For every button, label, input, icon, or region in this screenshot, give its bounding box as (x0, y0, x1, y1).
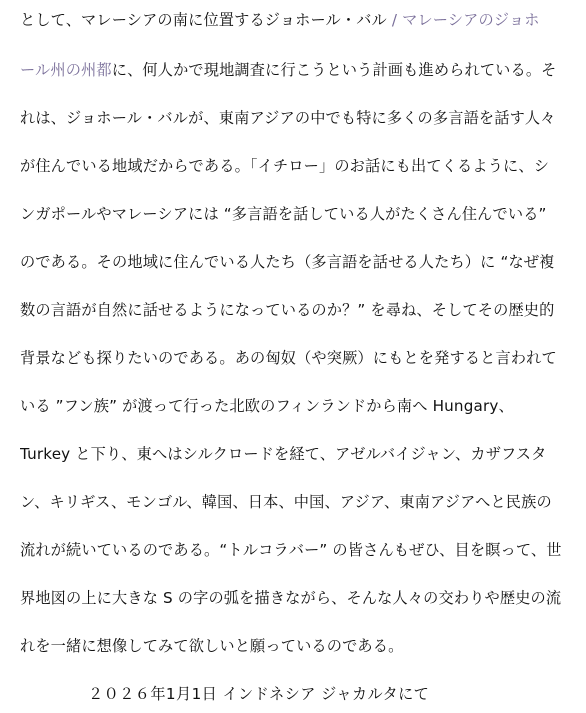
paragraph-line: 数の言語が自然に話せるようになっているのか？” を尋ね、そしてその歴史的 (20, 301, 555, 319)
line-text: に、何人かで現地調査に行こうという計画も進められている。そ (111, 61, 557, 79)
paragraph-line: れは、ジョホール・バルが、東南アジアの中でも特に多くの多言語を話す人々 (20, 109, 556, 127)
line-text: として、マレーシアの南に位置するジョホール・バル (20, 11, 387, 29)
johor-bahru-link[interactable]: / マレーシアのジョホ (386, 11, 540, 29)
signature-date-place: ２０２６年1月1日 インドネシア ジャカルタにて (88, 685, 430, 703)
paragraph-line (20, 58, 586, 82)
paragraph-line: 流れが続いているのである。“トルコラバー” の皆さんもぜひ、目を瞑って、世 (20, 541, 562, 559)
paragraph-line: れを一緒に想像してみて欲しいと願っているのである。 (20, 637, 404, 655)
johor-bahru-link-continued[interactable]: ール州の州都 (20, 61, 112, 79)
paragraph-line: ン、キリギス、モンゴル、韓国、日本、中国、アジア、東南アジアへと民族の (20, 493, 552, 511)
paragraph-line: が住んでいる地域だからである。「イチロー」のお話にも出てくるように、シ (20, 157, 550, 175)
paragraph-line: いる ”フン族” が渡って行った北欧のフィンランドから南へ Hungary、 (20, 397, 514, 415)
paragraph-line: 背景なども探りたいのである。あの匈奴（や突厥）にもとを発すると言われて (20, 349, 557, 367)
paragraph-line: ンガポールやマレーシアには “多言語を話している人がたくさん住んでいる” (20, 205, 547, 223)
paragraph-line: Turkey と下り、東へはシルクロードを経て、アゼルバイジャン、カザフスタ (20, 445, 547, 463)
paragraph-line: のである。その地域に住んでいる人たち（多言語を話せる人たち）に “なぜ複 (20, 253, 555, 271)
paragraph-line: 界地図の上に大きな S の字の弧を描きながら、そんな人々の交わりや歴史の流 (20, 589, 562, 607)
paragraph-line (20, 8, 586, 32)
